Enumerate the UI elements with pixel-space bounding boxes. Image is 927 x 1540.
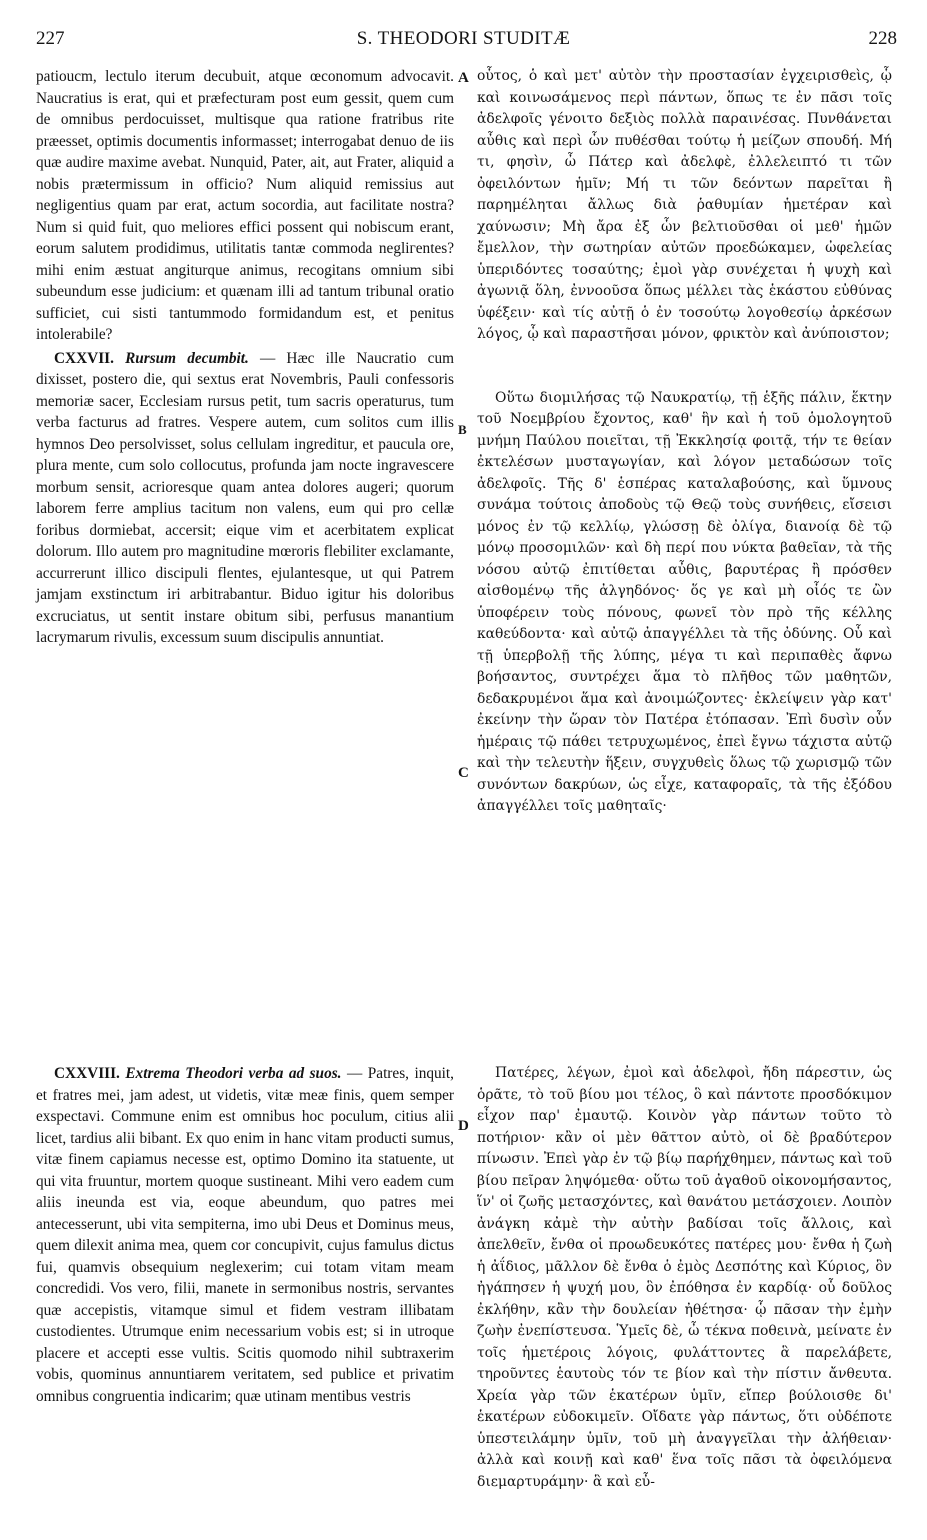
latin-chapter-127 [36, 348, 454, 649]
latin-column-bottom [36, 1063, 454, 1407]
margin-siglum-c: C [458, 765, 469, 781]
chapter-number: CXXVIII. [54, 1065, 120, 1082]
greek-paragraph-1: οὗτος, ὁ καὶ μετ' αὐτὸν τὴν προστασίαν ἐγχειρισθεὶς, ᾧ καὶ κοινωσάμενος περὶ πάντων, ὅπως τε ἐν πᾶσι τοῖς ἀδελφοῖς γένοιτο δεξιὸς πολλὰ παραινέσας. Πυνθάνεται αὖθις καὶ περὶ ὧν πυθέσθαι τούτῳ ἡ μείζων σπουδή. Μή τι, φησὶν, ὦ Πάτερ καὶ ἀδελφὲ, ἐλλελειπτό τι τῶν ὀφειλόντων ἡμῖν; Μή τι τῶν δεόντων παρεῖται ἢ παρημέληται ἄλλως διὰ ῥαθυμίαν ἡμετέραν καὶ χαύνωσιν; Μὴ ἄρα ἐξ ὧν βελτιοῦσθαι οἱ μεθ' ἡμῶν ἔμελλον, τὴν σωτηρίαν αὐτῶν προεδώκαμεν, ὠφελείας ὑπεριδόντες τοσαύτης; ἐμοὶ γὰρ συνέχεται ἡ ψυχὴ καὶ ἀγωνιᾷ ὅλη, ἐννοοῦσα ὅπως μέλλει τὰς ἑκάστου εὐθύνας ὑφέξειν· καὶ τίς αὐτῇ ὁ ἐν τοσούτῳ λογοθεσίῳ ἀρκέσων λόγος, ᾧ καὶ παραστῆσαι μόνον, φρικτὸν καὶ ἀνύποιστον; [477, 68, 892, 342]
running-title: S. THEODORI STUDITÆ [356, 28, 571, 49]
latin-paragraph-1: patioucm, lectulo iterum decubuit, atque œconomum advocavit. Naucratius is erat, qui et præfecturam post eum gessit, quem cum de omnibus perdocuisset, multisque qua ratione fratribus rite præesset, optimis documentis informasset; interrogabat denuo de iis quæ audire maxime avebat. Nunquid, Pater, ait, aut Frater, aliquid a nobis prætermissum in officio? Num aliquid remissius aut negligentius quam par erat, actum socordia, aut facilitate nostra? Num si quid fuit, quo meliores effici possent qui nobiscum erant, eorum salutem prodidimus, utilitatis tantæ commoda neglігentes? mihi enim æstuat angiturque animus, recogitans omnium sibi subeundum esse judicium: et quænam illi ad tantum tribunal oratio sufficiet, cui sisti tantummodo formidandum est, et penitus intolerabile? [36, 68, 454, 343]
margin-siglum-d: D [458, 1118, 469, 1134]
page-number-left: 227 [36, 28, 65, 49]
greek-column-bottom [477, 1063, 892, 1493]
greek-paragraph-3: Πατέρες, λέγων, ἐμοὶ καὶ ἀδελφοὶ, ἤδη πάρεστιν, ὡς ὁρᾶτε, τὸ τοῦ βίου μοι τέλος, ὃ καὶ πάντοτε προσδόκιμον εἶχον παρ' ἐμαυτῷ. Κοινὸν γὰρ πάντων τοῦτο τὸ ποτήριον· κἂν οἱ μὲν θᾶττον αὐτὸ, οἱ δὲ βραδύτερον πίνωσιν. Ἐπεὶ γὰρ ἐν τῷ βίῳ παρήχθημεν, πάντως καὶ τοῦ βίου πεῖραν ληψόμεθα· οὕτω τοῦ ἀγαθοῦ οἰκονομήσαντος, ἵν' οἱ ζωῆς μετασχόντες, καὶ θανάτου μετάσχοιεν. Λοιπὸν ἀνάγκη κἀμὲ τὴν αὐτὴν βαδίσαι τοῖς ἄλλοις, καὶ ἀπελθεῖν, ἔνθα οἱ προωδευκότες πατέρες μου· ἔνθα ἡ ζωὴ ἡ ἀΐδιος, μᾶλλον δὲ ἔνθα ὁ ἐμὸς Δεσπότης καὶ Κύριος, ὃν ἠγάπησεν ἡ ψυχή μου, ὃν ἐπόθησα ἐν καρδίᾳ· οὗ δοῦλος ἐκλήθην, κἂν τὴν δουλείαν ἠθέτησα· ᾧ πᾶσαν τὴν ἐμὴν ζωὴν ἐνεπίστευσα. Ὑμεῖς δὲ, ὦ τέκνα ποθεινὰ, μείνατε ἐν τοῖς ἡμετέροις λόγοις, φυλάττοντες ἃ παρελάβετε, τηροῦντες ἑαυτοὺς τόν τε βίον καὶ τὴν πίστιν ἄνθευτα. Χρεία γὰρ τῶν ἑκατέρων ὑμῖν, εἴπερ βούλοισθε δι' ἑκατέρων εὐδοκιμεῖν. Οἴδατε γὰρ πάντως, ὅτι οὐδέποτε ὑπεστειλάμην ὑμῖν, τοῦ μὴ ἀναγγεῖλαι τὴν ἀλήθειαν· ἀλλὰ καὶ κοινῇ καὶ καθ' ἕνα τοῖς πᾶσι τὰ ὀφειλόμενα διεμαρτυράμην· ἃ καὶ εὖ- [477, 1065, 892, 1490]
running-header [0, 28, 927, 56]
latin-chapter-128 [36, 1063, 454, 1407]
margin-siglum-a: A [458, 70, 469, 86]
latin-paragraph-3: — Patres, inquit, et fratres mei, jam adest, ut videtis, vitæ meæ finis, quem semper exspectavi. Commune enim est omnibus hoc poculum, citius alii licet, tardius alii bibant. Ex quo enim in hanc vitam producti sumus, vitæ finem capiamus necesse est, optimo Domino ita statuente, ut qui vita fruuntur, mortem quoque sustineant. Mihi vero eadem cum aliis ineunda est via, eoque abeundum, quo patres mei antecesserunt, ubi vita sempiterna, imo ubi Deus et Dominus meus, quem dilexit anima mea, quem cor concupivit, cujus famulus dictus fui, quamvis obsequium neglexerim; cui totam vitam meam concredidi. Vos vero, filii, manete in sermonibus nostris, servantes quæ accepistis, vitamque simul et fidem vestram illibatam custodientes. Utrumque enim necessarium vobis est; si in utroque placere et accepti esse vultis. Scitis quomodo nihil subtraxerim vobis, quominus annuntiarem veritatem, sed publice et privatim omnibus congruentia indicarim; quæ utinam mentibus vestris [36, 1065, 454, 1405]
greek-column-top [477, 66, 892, 818]
page-number-right: 228 [868, 28, 897, 49]
latin-column-top [36, 66, 454, 649]
chapter-title: Rursum decumbit. [125, 349, 249, 367]
margin-siglum-b: B [458, 422, 467, 437]
latin-paragraph-2: — Hæc ille Naucratio cum dixisset, postero die, qui sextus erat Novembris, Pauli confessoris memoriæ sacer, Ecclesiam rursus petit, tum sacris operaturus, tum verba facturus ad fratres. Vespere autem, cum solitos cum illis hymnos Deo persolvisset, solus cellulam ingreditur, et paucula ore, plura mente, cum solo collocutus, profunda jam nocte ingravescere morbum sensit, acrioresque quam antea dolores augeri; quorum laborem ferre amplius tacitum non valens, eum qui pro cellæ foribus dormiebat, accersit; eique vim et acerbitatem explicat dolorum. Illo autem pro magnitudine mœroris flebiliter exclamante, accurrerunt illico discipuli flentes, ejulantesque, ut qui Patrem jamjam exstinctum iri arbitrabantur. Biduo igitur his doloribus excruciatus, ut sentit instare obitum sibi, perfusus manantium lacrymarum rivulis, excessum suum discipulis annuntiat. [36, 349, 455, 646]
chapter-number: CXXVII. [54, 349, 114, 367]
greek-paragraph-2: Οὕτω διομιλήσας τῷ Ναυκρατίῳ, τῇ ἑξῆς πάλιν, ἕκτην τοῦ Νοεμβρίου ἔχοντος, καθ' ἣν καὶ ἡ τοῦ ὁμολογητοῦ μνήμη Παύλου ποιεῖται, τῇ Ἐκκλησίᾳ φοιτᾷ, τήν τε θείαν ἐκτελέσων μυσταγωγίαν, καὶ λόγον μεταδώσων τοῖς ἀδελφοῖς. Τῆς δ' ἑσπέρας καταλαβούσης, καὶ ὕμνους συνάμα τούτοις ἀποδοὺς τῷ Θεῷ τοὺς συνήθεις, εἴσεισι μόνος ἐν τῷ κελλίῳ, γλώσσῃ δὲ ὀλίγα, διανοίᾳ δὲ τῷ μόνῳ προσομιλῶν· καὶ δὴ περί που νύκτα βαθεῖαν, τὰ τῆς νόσου αὐτῷ ἐπιτίθεται αὖθις, βαρυτέρας ἢ πρόσθεν αἰσθομένῳ τῆς ἀλγηδόνος· ὅς γε καὶ μὴ οἷός τε ὢν ὑποφέρειν τοὺς πόνους, φωνεῖ τὸν πρὸ τῆς κέλλης καθεύδοντα· καὶ αὐτῷ ἀπαγγέλλει τὰ τῆς ὀδύνης. Οὗ καὶ τῇ ὑπερβολῇ τῆς λύπης, μέγα τι καὶ περιπαθὲς ἄφνω βοήσαντος, συντρέχει ἅμα τὸ πλῆθος τῶν μαθητῶν, δεδακρυμένοι ἅμα καὶ ἀνοιμώζοντες· ἐκλείψειν γὰρ κατ' ἐκείνην τὴν ὥραν τὸν Πατέρα ἐτόπασαν. Ἐπὶ δυσὶν οὖν ἡμέραις τῷ πάθει τετρυχωμένος, ἐπεὶ ἔγνω τάχιστα αὐτῷ καὶ τὴν τελευτὴν ἥξειν, συγχυθεὶς ὅλως τῷ χωρισμῷ τῶν συνόντων δακρύων, ὡς εἶχε, καταφοραῖς, τὰ τῆς ἐξόδου ἀπαγγέλλει τοῖς μαθηταῖς· [477, 389, 892, 814]
chapter-title: Extrema Theodori verba ad suos. [125, 1065, 342, 1082]
